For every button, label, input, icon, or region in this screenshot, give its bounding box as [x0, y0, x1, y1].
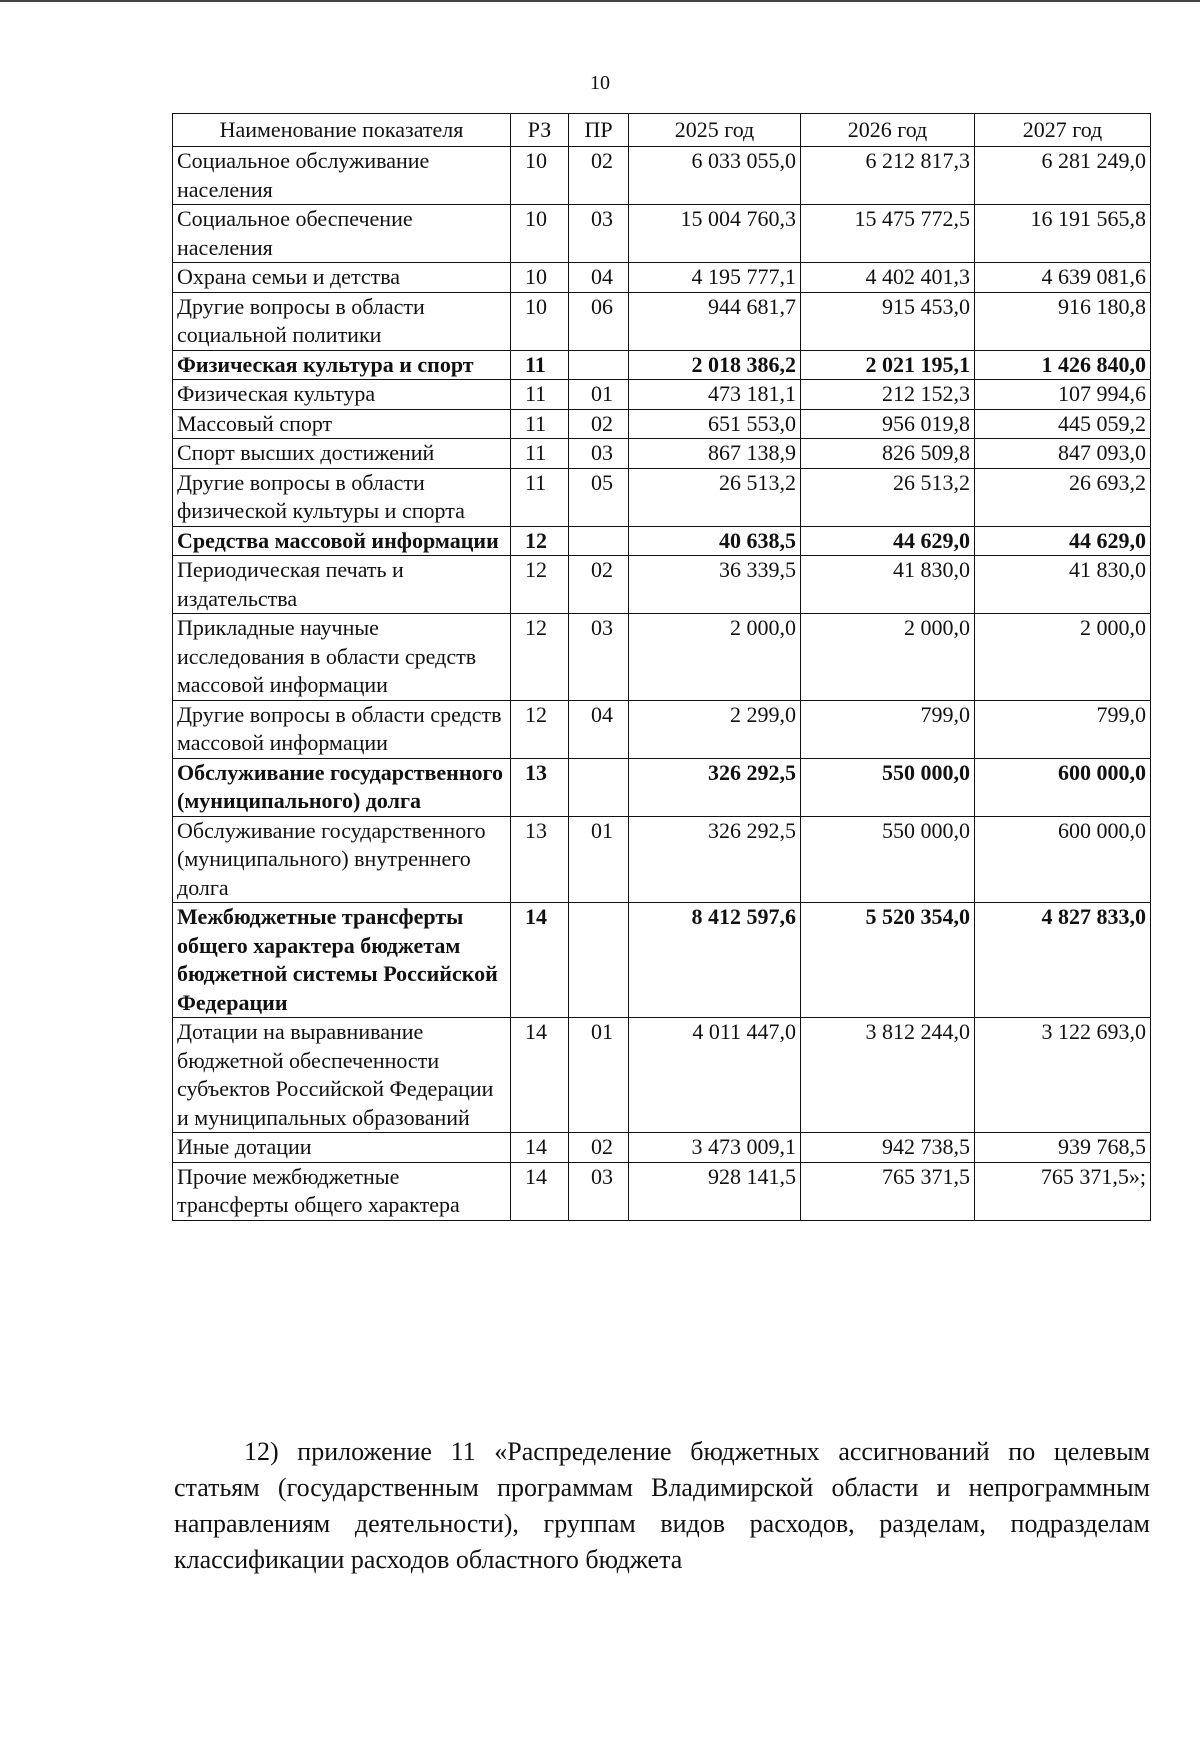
cell-y2027: 41 830,0 — [975, 556, 1151, 614]
table-row — [173, 439, 1151, 469]
table-row — [173, 700, 1151, 758]
cell-rz: 11 — [511, 409, 569, 439]
cell-y2027: 600 000,0 — [975, 816, 1151, 903]
cell-y2027: 16 191 565,8 — [975, 205, 1151, 263]
cell-pr: 05 — [569, 468, 629, 526]
cell-y2026: 6 212 817,3 — [801, 147, 975, 205]
cell-pr: 03 — [569, 439, 629, 469]
cell-y2025: 928 141,5 — [629, 1162, 801, 1220]
cell-name: Спорт высших достижений — [173, 439, 511, 469]
cell-y2026: 15 475 772,5 — [801, 205, 975, 263]
body-paragraph: 12) приложение 11 «Распределение бюджетных ассигнований по целевым статьям (государственным программам Владимирской области и непрограммным направлениям деятельности), группам видов расходов, разделам, подразделам классификации расходов областного бюджета — [174, 1437, 1150, 1574]
cell-name: Обслуживание государственного (муниципального) внутреннего долга — [173, 816, 511, 903]
table-row — [173, 1018, 1151, 1133]
header-2027: 2027 год — [975, 114, 1151, 147]
table-row — [173, 758, 1151, 816]
budget-table — [172, 113, 1151, 1221]
table-header-row — [173, 114, 1151, 147]
cell-pr: 01 — [569, 1018, 629, 1133]
table-row — [173, 350, 1151, 380]
table-row — [173, 468, 1151, 526]
cell-y2026: 942 738,5 — [801, 1133, 975, 1163]
table-row — [173, 292, 1151, 350]
cell-name: Другие вопросы в области физической культуры и спорта — [173, 468, 511, 526]
cell-pr: 02 — [569, 147, 629, 205]
cell-pr — [569, 758, 629, 816]
table-row — [173, 409, 1151, 439]
cell-y2026: 2 000,0 — [801, 614, 975, 701]
header-rz: РЗ — [511, 114, 569, 147]
table-row — [173, 526, 1151, 556]
cell-y2027: 916 180,8 — [975, 292, 1151, 350]
cell-y2027: 1 426 840,0 — [975, 350, 1151, 380]
cell-y2026: 799,0 — [801, 700, 975, 758]
cell-y2026: 212 152,3 — [801, 380, 975, 410]
table-row — [173, 380, 1151, 410]
cell-y2027: 3 122 693,0 — [975, 1018, 1151, 1133]
table-row — [173, 1162, 1151, 1220]
cell-rz: 14 — [511, 1133, 569, 1163]
cell-name: Другие вопросы в области средств массовой информации — [173, 700, 511, 758]
cell-y2025: 944 681,7 — [629, 292, 801, 350]
cell-y2027: 799,0 — [975, 700, 1151, 758]
cell-pr — [569, 350, 629, 380]
table-row — [173, 1133, 1151, 1163]
header-2025: 2025 год — [629, 114, 801, 147]
cell-pr — [569, 526, 629, 556]
cell-y2025: 4 011 447,0 — [629, 1018, 801, 1133]
cell-y2027: 939 768,5 — [975, 1133, 1151, 1163]
cell-pr: 02 — [569, 556, 629, 614]
cell-y2026: 26 513,2 — [801, 468, 975, 526]
cell-name: Охрана семьи и детства — [173, 263, 511, 293]
cell-name: Прикладные научные исследования в области средств массовой информации — [173, 614, 511, 701]
cell-pr: 02 — [569, 1133, 629, 1163]
cell-rz: 10 — [511, 205, 569, 263]
header-pr: ПР — [569, 114, 629, 147]
cell-y2026: 550 000,0 — [801, 758, 975, 816]
cell-y2026: 550 000,0 — [801, 816, 975, 903]
table-row — [173, 147, 1151, 205]
cell-y2026: 3 812 244,0 — [801, 1018, 975, 1133]
cell-y2025: 867 138,9 — [629, 439, 801, 469]
cell-rz: 11 — [511, 439, 569, 469]
cell-rz: 14 — [511, 903, 569, 1018]
cell-y2025: 6 033 055,0 — [629, 147, 801, 205]
cell-rz: 13 — [511, 758, 569, 816]
cell-y2025: 2 000,0 — [629, 614, 801, 701]
cell-pr: 04 — [569, 263, 629, 293]
cell-rz: 13 — [511, 816, 569, 903]
cell-y2026: 44 629,0 — [801, 526, 975, 556]
cell-pr: 03 — [569, 1162, 629, 1220]
cell-y2026: 2 021 195,1 — [801, 350, 975, 380]
cell-y2027: 26 693,2 — [975, 468, 1151, 526]
cell-y2026: 4 402 401,3 — [801, 263, 975, 293]
cell-rz: 12 — [511, 526, 569, 556]
cell-pr: 02 — [569, 409, 629, 439]
cell-rz: 14 — [511, 1162, 569, 1220]
table-row — [173, 205, 1151, 263]
cell-y2027: 2 000,0 — [975, 614, 1151, 701]
cell-rz: 10 — [511, 147, 569, 205]
cell-y2027: 107 994,6 — [975, 380, 1151, 410]
cell-y2025: 326 292,5 — [629, 758, 801, 816]
cell-y2025: 4 195 777,1 — [629, 263, 801, 293]
cell-y2026: 956 019,8 — [801, 409, 975, 439]
cell-rz: 12 — [511, 556, 569, 614]
cell-y2027: 600 000,0 — [975, 758, 1151, 816]
cell-name: Физическая культура — [173, 380, 511, 410]
cell-name: Иные дотации — [173, 1133, 511, 1163]
cell-name: Другие вопросы в области социальной политики — [173, 292, 511, 350]
cell-rz: 12 — [511, 614, 569, 701]
cell-y2027: 6 281 249,0 — [975, 147, 1151, 205]
cell-name: Социальное обеспечение населения — [173, 205, 511, 263]
cell-name: Межбюджетные трансферты общего характера бюджетам бюджетной системы Российской Федерации — [173, 903, 511, 1018]
cell-name: Физическая культура и спорт — [173, 350, 511, 380]
table-row — [173, 263, 1151, 293]
cell-y2027: 847 093,0 — [975, 439, 1151, 469]
cell-rz: 10 — [511, 292, 569, 350]
cell-y2026: 765 371,5 — [801, 1162, 975, 1220]
cell-y2027: 44 629,0 — [975, 526, 1151, 556]
cell-y2025: 8 412 597,6 — [629, 903, 801, 1018]
cell-rz: 10 — [511, 263, 569, 293]
cell-y2025: 40 638,5 — [629, 526, 801, 556]
cell-y2027: 765 371,5»; — [975, 1162, 1151, 1220]
cell-pr: 03 — [569, 614, 629, 701]
cell-rz: 11 — [511, 350, 569, 380]
cell-y2027: 4 827 833,0 — [975, 903, 1151, 1018]
table-row — [173, 614, 1151, 701]
cell-pr: 01 — [569, 816, 629, 903]
cell-name: Социальное обслуживание населения — [173, 147, 511, 205]
table-row — [173, 903, 1151, 1018]
cell-pr: 06 — [569, 292, 629, 350]
cell-name: Периодическая печать и издательства — [173, 556, 511, 614]
cell-name: Дотации на выравнивание бюджетной обеспеченности субъектов Российской Федерации и муниципальных образований — [173, 1018, 511, 1133]
table-row — [173, 816, 1151, 903]
cell-y2025: 26 513,2 — [629, 468, 801, 526]
cell-pr — [569, 903, 629, 1018]
cell-name: Обслуживание государственного (муниципального) долга — [173, 758, 511, 816]
cell-rz: 14 — [511, 1018, 569, 1133]
cell-rz: 11 — [511, 380, 569, 410]
cell-y2025: 15 004 760,3 — [629, 205, 801, 263]
cell-y2025: 651 553,0 — [629, 409, 801, 439]
table-row — [173, 556, 1151, 614]
page-number: 10 — [590, 72, 610, 94]
header-2026: 2026 год — [801, 114, 975, 147]
cell-y2027: 445 059,2 — [975, 409, 1151, 439]
cell-y2025: 2 018 386,2 — [629, 350, 801, 380]
cell-y2025: 36 339,5 — [629, 556, 801, 614]
cell-y2025: 473 181,1 — [629, 380, 801, 410]
cell-y2025: 326 292,5 — [629, 816, 801, 903]
cell-y2027: 4 639 081,6 — [975, 263, 1151, 293]
cell-name: Массовый спорт — [173, 409, 511, 439]
cell-rz: 11 — [511, 468, 569, 526]
cell-y2026: 5 520 354,0 — [801, 903, 975, 1018]
cell-pr: 04 — [569, 700, 629, 758]
cell-pr: 03 — [569, 205, 629, 263]
header-name: Наименование показателя — [173, 114, 511, 147]
cell-y2026: 41 830,0 — [801, 556, 975, 614]
cell-y2025: 3 473 009,1 — [629, 1133, 801, 1163]
cell-rz: 12 — [511, 700, 569, 758]
cell-y2026: 915 453,0 — [801, 292, 975, 350]
cell-name: Прочие межбюджетные трансферты общего характера — [173, 1162, 511, 1220]
cell-y2026: 826 509,8 — [801, 439, 975, 469]
cell-pr: 01 — [569, 380, 629, 410]
page-top-border — [0, 0, 1200, 2]
cell-name: Средства массовой информации — [173, 526, 511, 556]
cell-y2025: 2 299,0 — [629, 700, 801, 758]
